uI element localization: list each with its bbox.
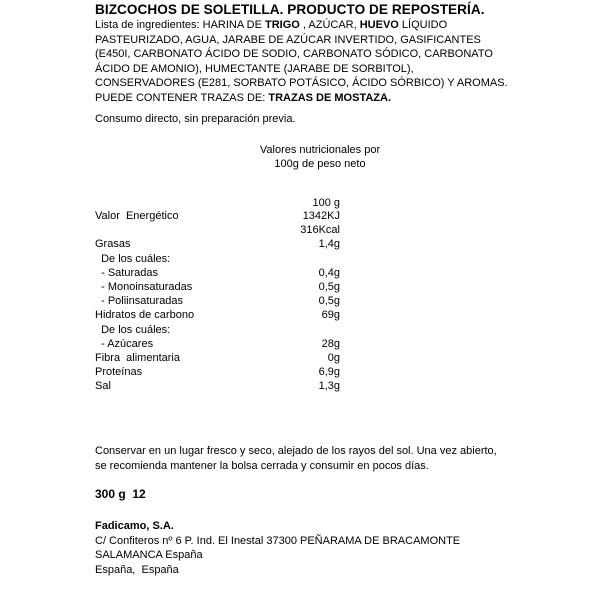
nutrition-row-value: 0,5g	[318, 295, 340, 308]
storage-line-1: Conservar en un lugar fresco y seco, alejado de los rayos del sol. Una vez abierto,	[95, 445, 497, 457]
nutrition-row-label: Sal	[95, 380, 111, 393]
usage-instructions: Consumo directo, sin preparación previa.	[95, 113, 296, 125]
nutrition-column-header: 100 g	[312, 197, 340, 209]
nutrition-row-label: Valor Energético	[95, 210, 179, 222]
nutrition-row-label: - Saturadas	[95, 266, 158, 279]
company-address-2: SALAMANCA España	[95, 549, 203, 561]
allergen-text: TRIGO	[264, 19, 300, 31]
nutrition-row-value: 6,9g	[318, 366, 340, 379]
nutrition-row-value: 28g	[321, 337, 340, 350]
nutrition-header-line1: Valores nutricionales por	[259, 144, 381, 156]
nutrition-row-value: 69g	[321, 309, 340, 322]
nutrition-row-label: De los cuáles:	[95, 323, 171, 336]
nutrition-row-value: 1342KJ	[302, 210, 340, 222]
nutrition-row-value: 1,3g	[318, 380, 340, 393]
company-country: España, España	[95, 564, 179, 576]
ingredients-list	[95, 18, 515, 105]
nutrition-header-line2: 100g de peso neto	[274, 158, 366, 170]
nutrition-row-value: 0g	[327, 352, 340, 364]
nutrition-row-value: 0,5g	[318, 281, 340, 293]
allergen-text: TRAZAS DE MOSTAZA.	[268, 91, 392, 104]
nutrition-row-value: 1,4g	[318, 238, 340, 251]
nutrition-row-label: Proteínas	[95, 366, 143, 379]
ingredient-text: , AZÚCAR,	[299, 19, 360, 31]
allergen-text: HUEVO	[359, 19, 399, 31]
ingredient-text: LÍQUIDO PASTEURIZADO, AGUA, JARABE DE AZÚCAR INVERTIDO, GASIFICANTES (E450I, CARBONATO ÁCIDO DE SODIO, CARBONATO SÓDICO, CARBONATO ÁCIDO DE AMONIO), HUMECTANTE (JARABE DE SORBITOL), CONSERVADORES (E281, SORBATO POTÁSICO, ÁCIDO SÓRBICO) Y AROMAS. PUEDE CONTENER TRAZAS DE:	[95, 19, 508, 104]
ingredient-text: Lista de ingredientes: HARINA DE	[95, 19, 265, 31]
company-address-1: C/ Confiteros nº 6 P. Ind. El Inestal 37300 PEÑARAMA DE BRACAMONTE	[95, 535, 461, 547]
nutrition-row-label: Hidratos de carbono	[95, 309, 195, 322]
company-name: Fadicamo, S.A.	[95, 520, 174, 532]
nutrition-row-label: - Azúcares	[95, 337, 154, 350]
nutrition-row-label: Grasas	[95, 238, 131, 251]
nutrition-row-value: 0,4g	[318, 266, 340, 279]
product-title: BIZCOCHOS DE SOLETILLA. PRODUCTO DE REPOSTERÍA.	[95, 2, 485, 17]
storage-line-2: se recomienda mantener la bolsa cerrada y consumir en pocos días.	[95, 460, 429, 472]
package-weight: 300 g 12	[95, 487, 146, 501]
nutrition-row-label: De los cuáles:	[95, 252, 171, 265]
nutrition-row-label: - Poliinsaturadas	[95, 295, 184, 308]
nutrition-row-label: Fibra alimentaria	[95, 352, 180, 364]
nutrition-row-value: 316Kcal	[300, 224, 340, 237]
nutrition-row-label: - Monoinsaturadas	[95, 281, 193, 293]
